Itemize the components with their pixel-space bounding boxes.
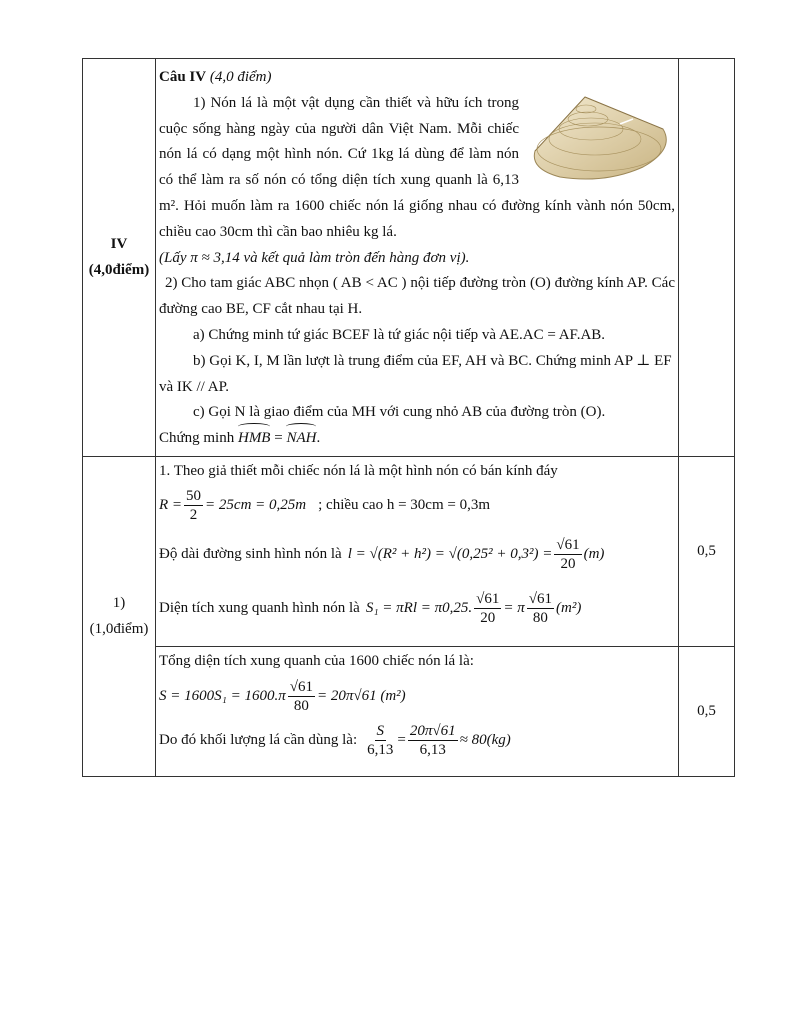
arc-nah: NAH: [286, 426, 316, 452]
area-formula: S₁ = πRl = π0,25.: [365, 599, 473, 616]
answer-label-points: (1,0điểm): [89, 621, 149, 638]
question-part1: 1) Nón lá là một vật dụng cần thiết và hữu ích trong cuộc sống hàng ngày của người dân Việt Nam. Mỗi chiếc nón lá có dạng một hình nón. Cứ 1kg lá dùng để làm nón có thể làm ra số nón có tổng diện tích xung quanh là 6,13 m². Hỏi muốn làm ra 1600 chiếc nón lá giống nhau có đường kính vành nón 50cm, chiều cao 30cm thì cần bao nhiêu kg lá.: [159, 94, 675, 240]
slant-den: 20: [560, 556, 576, 573]
arc-hmb: HMB: [238, 426, 271, 452]
mass-num-1: S: [376, 723, 384, 740]
area-mid: = π: [503, 599, 525, 616]
answer-step1-cell: [156, 456, 679, 646]
step2-mass-line: [159, 719, 675, 763]
conical-hat-image: [525, 89, 675, 184]
answer-label-cell: [83, 456, 156, 776]
question-part2c-conclusion: [159, 426, 675, 452]
end-dot: .: [316, 430, 321, 447]
equals-sign: =: [274, 430, 283, 447]
total-den: 80: [293, 698, 309, 715]
question-score-cell: [679, 59, 735, 457]
radius-num: 50: [186, 488, 202, 505]
question-part2a: a) Chứng minh tứ giác BCEF là tứ giác nội tiếp và AE.AC = AF.AB.: [193, 326, 606, 343]
mass-fraction-2: [408, 722, 458, 759]
radius-rhs: = 25cm = 0,25m: [205, 496, 307, 513]
mass-den-1: 6,13: [367, 742, 394, 759]
score-1: 0,5: [679, 456, 735, 646]
step2-total-text: Tổng diện tích xung quanh của 1600 chiếc nón lá là:: [159, 652, 474, 669]
question-part2c: c) Gọi N là giao điểm của MH với cung nhỏ AB của đường tròn (O).: [193, 404, 606, 421]
radius-fraction: [184, 487, 203, 524]
step2-total-formula-line: [159, 675, 675, 719]
area-text: Diện tích xung quanh hình nón là: [159, 599, 360, 616]
total-formula: S = 1600S₁ = 1600.π: [159, 687, 286, 704]
slant-unit: (m): [583, 545, 605, 562]
total-rhs: = 20π√61 (m²): [316, 687, 406, 704]
step1-intro: 1. Theo giả thiết mỗi chiếc nón lá là một hình nón có bán kính đáy: [159, 462, 558, 479]
step1-area-line: [159, 583, 675, 635]
question-content-cell: [156, 59, 679, 457]
answer-step2-cell: [156, 646, 679, 776]
question-label-cell: [83, 59, 156, 457]
conical-hat-icon: [525, 89, 675, 184]
total-num: √61: [289, 679, 313, 696]
area-num-1: √61: [476, 591, 500, 608]
question-label-points: (4,0điểm): [88, 262, 150, 279]
slant-text: Độ dài đường sinh hình nón là: [159, 545, 342, 562]
mass-num-2: 20π√61: [409, 723, 456, 740]
area-den-1: 20: [480, 610, 496, 627]
mass-rhs: ≈ 80(kg): [459, 731, 511, 748]
slant-num: √61: [556, 537, 580, 554]
prove-text: Chứng minh: [159, 430, 235, 447]
area-fraction-2: [527, 590, 554, 627]
step1-slant-line: [159, 527, 675, 583]
question-part1-note: (Lấy π ≈ 3,14 và kết quả làm tròn đến hàng đơn vị).: [159, 249, 470, 266]
question-title: [159, 65, 675, 91]
radius-den: 2: [189, 507, 198, 524]
mass-text: Do đó khối lượng lá cần dùng là:: [159, 731, 358, 748]
step1-radius-line: [159, 485, 675, 527]
area-num-2: √61: [528, 591, 552, 608]
question-title-points: (4,0 điểm): [209, 69, 272, 85]
question-part2: 2) Cho tam giác ABC nhọn ( AB < AC ) nội tiếp đường tròn (O) đường kính AP. Các đường cao BE, CF cắt nhau tại H.: [159, 275, 675, 318]
slant-fraction: [554, 536, 581, 573]
answer-label-num: 1): [112, 595, 126, 612]
total-fraction: [288, 678, 315, 715]
question-label-num: IV: [110, 236, 128, 253]
question-part2b: b) Gọi K, I, M lần lượt là trung điểm của EF, AH và BC. Chứng minh AP ⊥ EF và IK // AP.: [159, 352, 672, 395]
area-fraction-1: [474, 590, 501, 627]
slant-formula: l = √(R² + h²) = √(0,25² + 0,3²) =: [347, 545, 553, 562]
score-2: 0,5: [679, 646, 735, 776]
height-text: ; chiều cao h = 30cm = 0,3m: [318, 496, 491, 513]
mass-den-2: 6,13: [419, 742, 446, 759]
answer-row-1: [83, 456, 735, 646]
mass-fraction-1: [365, 722, 395, 759]
area-unit: (m²): [556, 599, 582, 616]
answer-row-2: [83, 646, 735, 776]
area-den-2: 80: [532, 610, 548, 627]
question-title-text: Câu IV: [159, 69, 207, 85]
mass-eq: =: [397, 731, 406, 748]
radius-lhs: R =: [159, 496, 183, 513]
answer-table: [82, 58, 735, 777]
question-row: [83, 59, 735, 457]
